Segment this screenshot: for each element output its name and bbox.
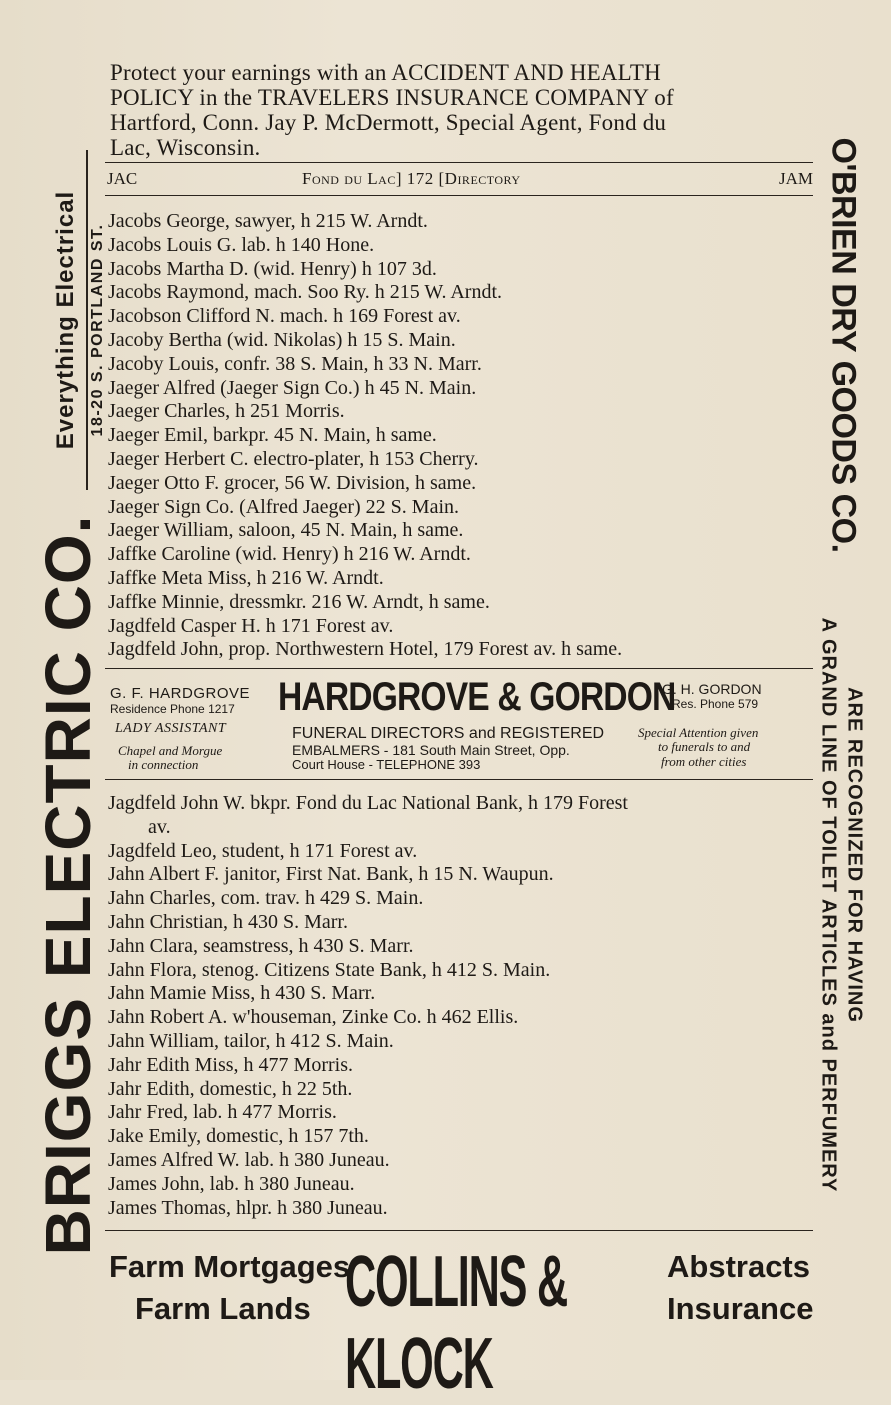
list-item: James John, lab. h 380 Juneau. [108, 1172, 355, 1195]
header-right: JAM [778, 169, 813, 188]
side-ad-everything-electrical: Everything Electrical [52, 190, 79, 450]
list-item: Jaeger William, saloon, 45 N. Main, h same. [108, 519, 464, 542]
list-item: Jahn Charles, com. trav. h 429 S. Main. [108, 887, 424, 910]
insurance-ad-line: POLICY in the TRAVELERS INSURANCE COMPANY of [110, 85, 674, 110]
hardgrove-phone: Residence Phone 1217 [110, 702, 235, 716]
list-item: Jacobs Louis G. lab. h 140 Hone. [108, 233, 375, 256]
insurance-ad-line: Protect your earnings with an ACCIDENT AND HEALTH [110, 60, 661, 85]
list-item: Jaeger Emil, barkpr. 45 N. Main, h same. [108, 424, 437, 447]
directory-entries-bottom [108, 792, 813, 1220]
chapel-line-1: Chapel and Morgue [118, 743, 223, 758]
list-item: Jaffke Minnie, dressmkr. 216 W. Arndt, h same. [108, 590, 490, 613]
insurance-ad [110, 60, 815, 160]
header-middle: Fond du Lac] 172 [Directory [302, 169, 521, 188]
list-item: Jaeger Alfred (Jaeger Sign Co.) h 45 N. Main. [108, 376, 477, 399]
list-item: Jahr Edith Miss, h 477 Morris. [108, 1053, 353, 1076]
list-item: Jahn Mamie Miss, h 430 S. Marr. [108, 982, 376, 1005]
list-item: James Alfred W. lab. h 380 Juneau. [108, 1148, 390, 1171]
list-item: Jahn William, tailor, h 412 S. Main. [108, 1029, 394, 1052]
side-ad-briggs-electric: BRIGGS ELECTRIC CO. [32, 514, 104, 1256]
running-header [105, 162, 813, 196]
farm-mortgages: Farm Mortgages [109, 1249, 351, 1284]
special-line-1: Special Attention given [638, 725, 759, 740]
list-item: Jaffke Meta Miss, h 216 W. Arndt. [108, 566, 384, 589]
list-item: Jaeger Charles, h 251 Morris. [108, 400, 345, 423]
list-item: Jacoby Louis, confr. 38 S. Main, h 33 N. Marr. [108, 352, 482, 375]
insurance-ad-line: Hartford, Conn. Jay P. McDermott, Special Agent, Fond du [110, 110, 667, 135]
side-ad-toilet-articles: A GRAND LINE OF TOILET ARTICLES and PERFUMERY [817, 617, 840, 1193]
collins-klock-title: COLLINS & KLOCK [345, 1242, 567, 1404]
list-item: James Thomas, hlpr. h 380 Juneau. [108, 1196, 388, 1219]
sidebar-divider [86, 150, 88, 490]
funeral-ad-title: HARDGROVE & GORDON [278, 675, 676, 719]
list-item: Jagdfeld John, prop. Northwestern Hotel, 179 Forest av. h same. [108, 638, 623, 661]
list-item: Jacoby Bertha (wid. Nikolas) h 15 S. Main. [108, 328, 456, 351]
lady-assistant: LADY ASSISTANT [115, 721, 227, 736]
list-item: Jacobs Raymond, mach. Soo Ry. h 215 W. Arndt. [108, 281, 503, 304]
list-item: Jaeger Sign Co. (Alfred Jaeger) 22 S. Main. [108, 495, 460, 518]
abstracts: Abstracts [667, 1249, 810, 1284]
side-ad-obrien: O'BRIEN DRY GOODS CO. [824, 137, 863, 553]
list-item: Jaffke Caroline (wid. Henry) h 216 W. Arndt. [108, 543, 471, 566]
list-item: Jahn Albert F. janitor, First Nat. Bank, h 15 N. Waupun. [108, 863, 554, 886]
list-item: Jahn Clara, seamstress, h 430 S. Marr. [108, 934, 414, 957]
insurance: Insurance [667, 1291, 814, 1326]
list-item: Jacobs Martha D. (wid. Henry) h 107 3d. [108, 257, 437, 280]
funeral-directors-ad [105, 668, 813, 780]
list-item: Jaeger Herbert C. electro-plater, h 153 Cherry. [108, 447, 479, 470]
list-item: Jahn Christian, h 430 S. Marr. [108, 910, 348, 933]
list-item: Jahn Flora, stenog. Citizens State Bank, h 412 S. Main. [108, 958, 551, 981]
services-line-1: FUNERAL DIRECTORS and REGISTERED [292, 725, 605, 742]
hardgrove-name: G. F. HARDGROVE [110, 685, 251, 702]
special-line-3: from other cities [661, 754, 747, 769]
farm-lands: Farm Lands [135, 1291, 311, 1326]
chapel-line-2: in connection [128, 757, 199, 772]
list-item: Jagdfeld Leo, student, h 171 Forest av. [108, 839, 418, 862]
list-item: Jahr Fred, lab. h 477 Morris. [108, 1101, 337, 1124]
side-ad-recognized: ARE RECOGNIZED FOR HAVING [843, 687, 866, 1023]
list-item: Jacobson Clifford N. mach. h 169 Forest av. [108, 305, 461, 328]
gordon-phone: Res. Phone 579 [672, 697, 759, 711]
side-ad-address: 18-20 S. PORTLAND ST. [89, 223, 106, 437]
list-item: Jahn Robert A. w'houseman, Zinke Co. h 462 Ellis. [108, 1006, 519, 1029]
list-item: Jagdfeld John W. bkpr. Fond du Lac National Bank, h 179 Forest [108, 792, 628, 814]
gordon-name: G. H. GORDON [662, 681, 762, 697]
list-item: Jacobs George, sawyer, h 215 W. Arndt. [108, 210, 428, 232]
list-item: Jaeger Otto F. grocer, 56 W. Division, h same. [108, 471, 477, 494]
services-line-3: Court House - TELEPHONE 393 [292, 757, 481, 772]
services-line-2: EMBALMERS - 181 South Main Street, Opp. [292, 742, 570, 758]
collins-klock-ad [105, 1230, 814, 1404]
header-left: JAC [107, 169, 138, 188]
list-item: Jake Emily, domestic, h 157 7th. [108, 1125, 369, 1148]
list-item: Jahr Edith, domestic, h 22 5th. [108, 1077, 353, 1100]
special-line-2: to funerals to and [658, 739, 751, 754]
list-item-continuation: av. [148, 815, 171, 838]
insurance-ad-line: Lac, Wisconsin. [110, 135, 261, 160]
list-item: Jagdfeld Casper H. h 171 Forest av. [108, 614, 394, 637]
directory-entries-top [108, 210, 813, 662]
